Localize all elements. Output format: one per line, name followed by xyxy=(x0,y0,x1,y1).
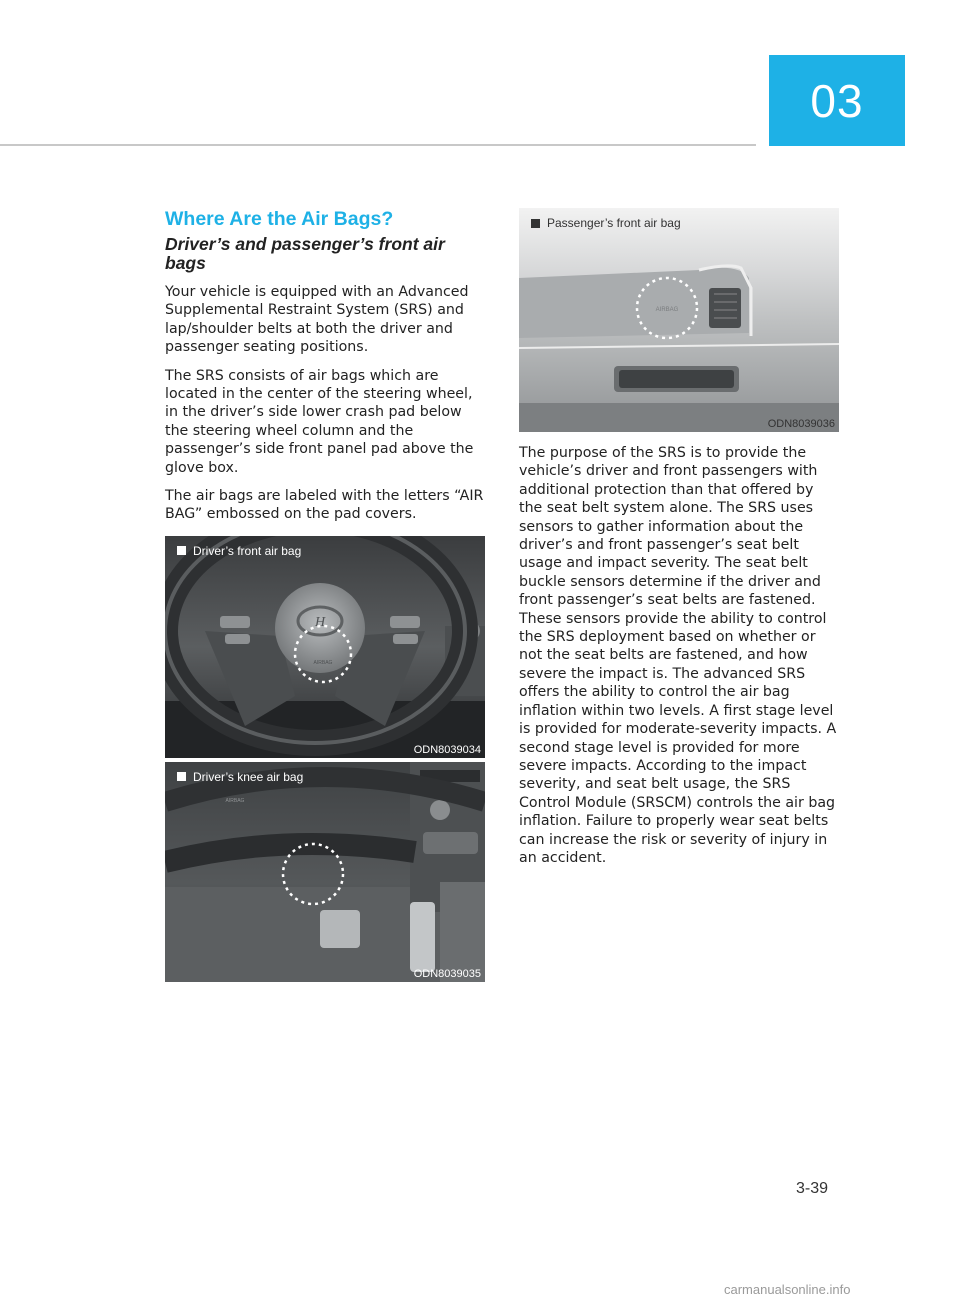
bullet-square-icon xyxy=(177,772,186,781)
figure-passenger-front-airbag xyxy=(519,208,839,432)
figure-code: ODN8039034 xyxy=(413,743,481,756)
figure-driver-front-airbag xyxy=(165,536,485,758)
figure-driver-knee-airbag xyxy=(165,762,485,982)
embossed-label: AIRBAG xyxy=(225,797,245,804)
figure-caption-text: Driver’s knee air bag xyxy=(193,769,304,784)
figure-caption xyxy=(177,770,303,784)
paragraph: The air bags are labeled with the letters “AIR BAG” embossed on the pad covers. xyxy=(165,488,484,523)
right-column xyxy=(519,208,839,867)
chapter-tab xyxy=(769,55,905,146)
watermark: carmanualsonline.info xyxy=(724,1282,851,1297)
paragraph: The purpose of the SRS is to provide the vehicle’s driver and front passengers with additional protection than that offered by the seat belt system alone. The SRS uses sensors to gather information about the driver’s and front passenger’s seat belt usage and impact severity. The seat belt buckle sensors determine if the driver and front passenger’s seat belts are fastened. These sensors provide the ability to control the SRS deployment based on whether or not the seat belts are fastened, and how severe the impact is. The advanced SRS offers the ability to control the air bag inflation within two levels. A first stage level is provided for moderate-severity impacts. A second stage level is provided for more severe impacts. According to the impact severity, and seat belt usage, the SRS Control Module (SRSCM) controls the air bag inflation. Failure to properly wear seat belts can increase the risk or severity of injury in an accident. xyxy=(519,445,837,866)
passenger-dash-image xyxy=(519,208,839,432)
paragraph: Your vehicle is equipped with an Advanced Supplemental Restraint System (SRS) and lap/shoulder belts at both the driver and passenger seating positions. xyxy=(165,284,469,356)
figure-code: ODN8039035 xyxy=(413,967,481,980)
page-number: 3-39 xyxy=(796,1180,829,1197)
figure-caption xyxy=(177,544,301,558)
header-rule xyxy=(0,144,756,146)
section-heading: Where Are the Air Bags? xyxy=(165,208,394,230)
chapter-number: 03 xyxy=(810,74,864,127)
figure-caption-text: Passenger’s front air bag xyxy=(547,216,681,230)
svg-text:H: H xyxy=(314,614,326,630)
bullet-square-icon xyxy=(531,219,540,228)
subsection-heading: Driver’s and passenger’s front air bags xyxy=(165,234,445,273)
bullet-square-icon xyxy=(177,546,186,555)
paragraph: The SRS consists of air bags which are located in the center of the steering wheel, in the driver’s side lower crash pad below the steering wheel column and the passenger’s side front panel pad above the glove box. xyxy=(165,367,474,476)
figure-caption xyxy=(531,216,681,230)
figure-code: ODN8039036 xyxy=(767,418,835,430)
figure-caption-text: Driver’s front air bag xyxy=(193,543,302,558)
embossed-label: AIRBAG xyxy=(313,659,333,666)
knee-area-image xyxy=(165,762,485,982)
embossed-label: AIRBAG xyxy=(655,307,679,313)
steering-wheel-image xyxy=(165,536,485,758)
left-column xyxy=(165,206,485,982)
